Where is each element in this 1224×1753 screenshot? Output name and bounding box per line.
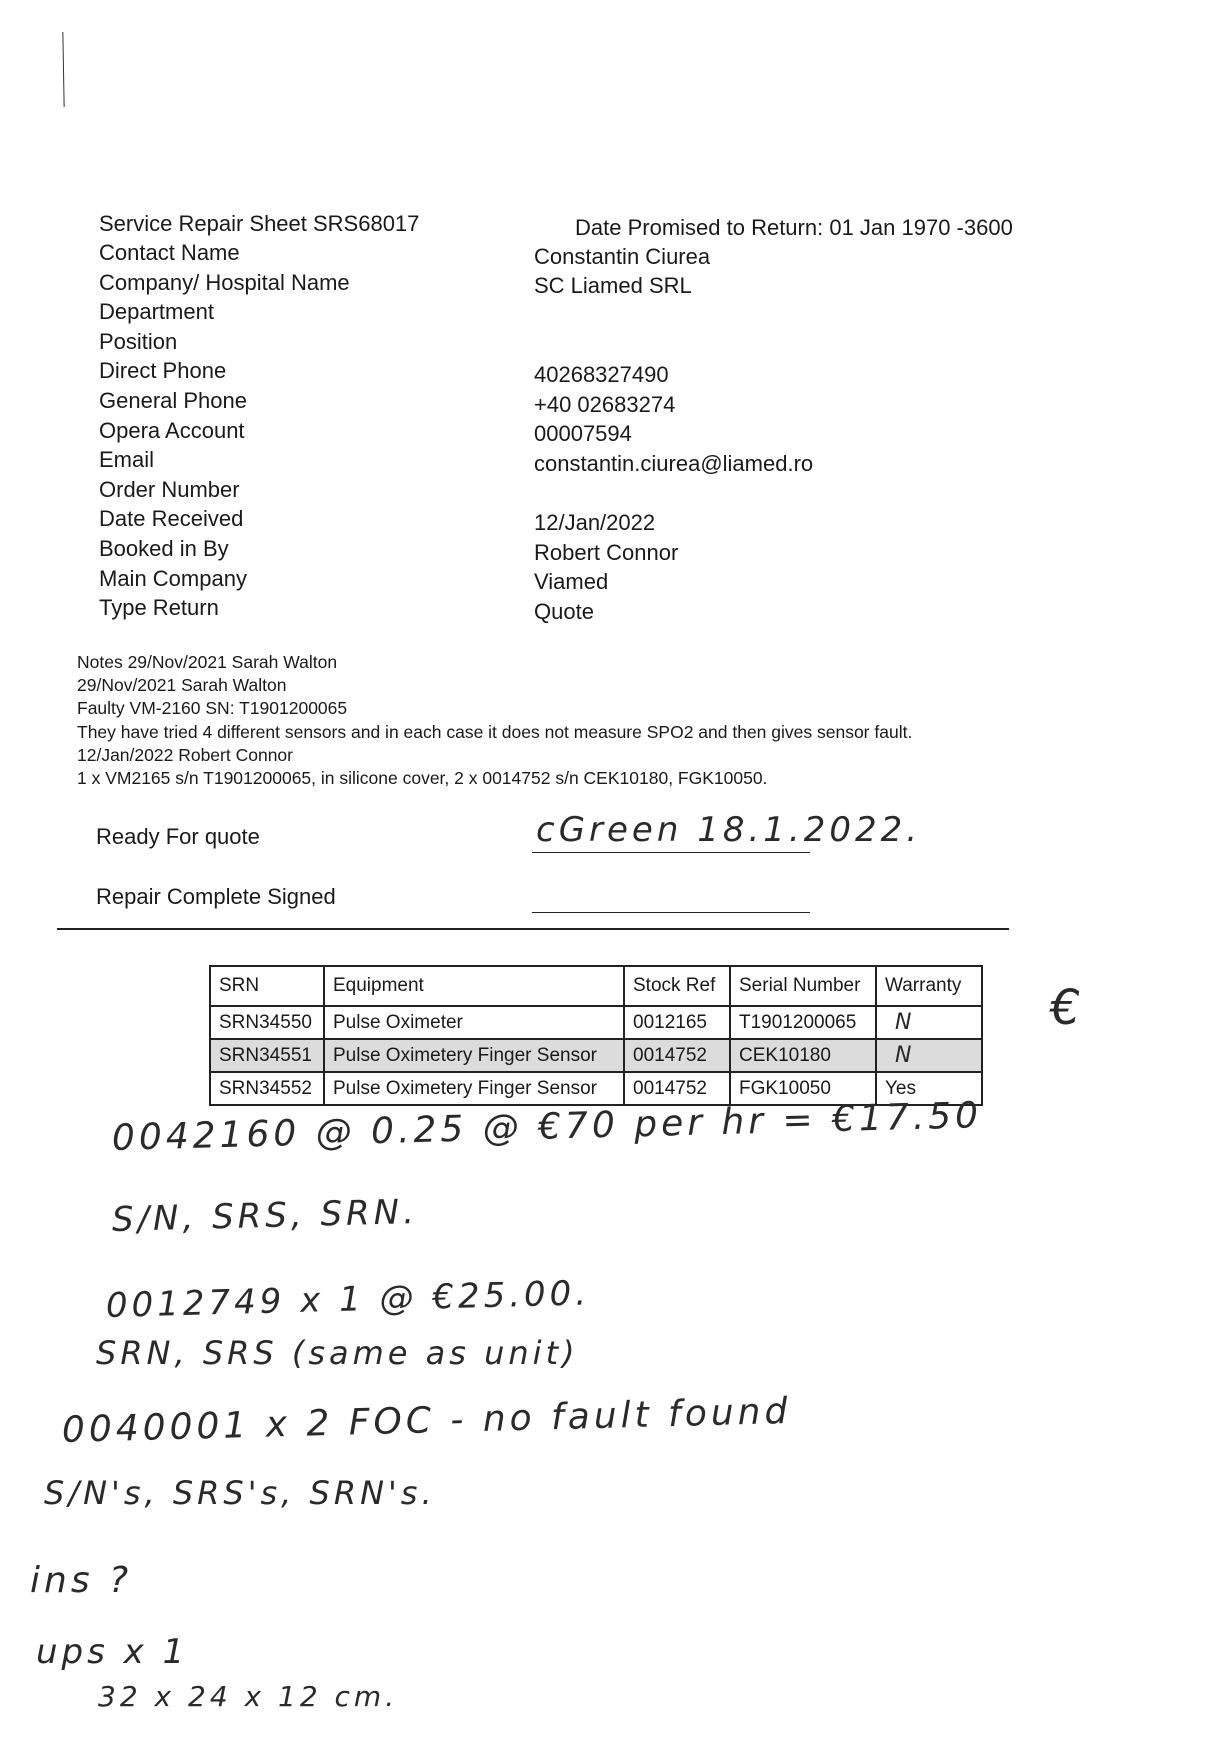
handwritten-note: S/N, SRS, SRN. — [111, 1191, 419, 1240]
field-label-booked-in-by: Booked in By — [99, 536, 229, 561]
field-label-general-phone: General Phone — [99, 388, 247, 413]
handwritten-note: 0042160 @ 0.25 @ €70 per hr = €17.50 — [111, 1095, 983, 1159]
field-label-main-company: Main Company — [99, 566, 247, 591]
field-label-department: Department — [99, 299, 214, 324]
cell-warranty: N — [876, 1006, 982, 1039]
cell-srn: SRN34550 — [210, 1006, 324, 1039]
field-value-company: SC Liamed SRL — [534, 273, 692, 298]
col-header-warranty: Warranty — [876, 966, 982, 1006]
handwritten-note: 0012749 x 1 @ €25.00. — [105, 1273, 591, 1326]
field-label-type-return: Type Return — [99, 595, 219, 620]
handwritten-note: S/N's, SRS's, SRN's. — [44, 1474, 436, 1512]
field-value-opera-account: 00007594 — [534, 421, 632, 446]
notes-line: Notes 29/Nov/2021 Sarah Walton — [77, 652, 338, 672]
margin-pen-mark — [62, 32, 64, 107]
section-divider — [57, 928, 1009, 930]
handwritten-note: 0040001 x 2 FOC - no fault found — [61, 1390, 792, 1451]
field-label-email: Email — [99, 447, 155, 472]
cell-equipment: Pulse Oximetery Finger Sensor — [324, 1072, 624, 1105]
handwritten-note: ups x 1 — [36, 1632, 189, 1672]
table-row — [210, 1006, 982, 1039]
field-label-opera-account: Opera Account — [99, 418, 245, 443]
col-header-stock-ref: Stock Ref — [624, 966, 730, 1006]
cell-stock-ref: 0014752 — [624, 1039, 730, 1072]
table-header-row — [210, 966, 982, 1006]
col-header-serial-number: Serial Number — [730, 966, 876, 1006]
cell-srn: SRN34551 — [210, 1039, 324, 1072]
handwritten-euro-mark: € — [1050, 980, 1085, 1036]
table-row — [210, 1039, 982, 1072]
notes-line: 1 x VM2165 s/n T1901200065, in silicone cover, 2 x 0014752 s/n CEK10180, FGK10050. — [77, 768, 768, 788]
field-label-date-received: Date Received — [99, 506, 244, 531]
field-label-company: Company/ Hospital Name — [99, 270, 350, 295]
cell-stock-ref: 0012165 — [624, 1006, 730, 1039]
handwritten-note: ins ? — [30, 1560, 133, 1601]
col-header-srn: SRN — [210, 966, 324, 1006]
cell-warranty: Yes — [876, 1072, 982, 1105]
handwritten-note: SRN, SRS (same as unit) — [96, 1334, 579, 1372]
repair-complete-signature-line — [532, 912, 810, 913]
field-value-type-return: Quote — [534, 599, 594, 624]
date-promised: Date Promised to Return: 01 Jan 1970 -3600 — [575, 215, 1013, 240]
field-label-position: Position — [99, 329, 178, 354]
field-value-contact-name: Constantin Ciurea — [534, 244, 711, 269]
field-label-contact-name: Contact Name — [99, 240, 240, 265]
handwritten-note: 32 x 24 x 12 cm. — [98, 1680, 399, 1713]
notes-line: 12/Jan/2022 Robert Connor — [77, 745, 293, 765]
cell-warranty: N — [876, 1039, 982, 1072]
field-value-booked-in-by: Robert Connor — [534, 540, 679, 565]
notes-line: 29/Nov/2021 Sarah Walton — [77, 675, 287, 695]
notes-line: They have tried 4 different sensors and in each case it does not measure SPO2 and then gives sensor fault. — [77, 722, 913, 742]
repair-complete-label: Repair Complete Signed — [96, 884, 336, 909]
cell-equipment: Pulse Oximetery Finger Sensor — [324, 1039, 624, 1072]
ready-for-quote-signature: cGreen 18.1.2022. — [536, 810, 922, 850]
cell-serial-number: T1901200065 — [730, 1006, 876, 1039]
cell-stock-ref: 0014752 — [624, 1072, 730, 1105]
cell-srn: SRN34552 — [210, 1072, 324, 1105]
field-label-direct-phone: Direct Phone — [99, 358, 227, 383]
sheet-title: Service Repair Sheet SRS68017 — [99, 211, 420, 236]
notes-line: Faulty VM-2160 SN: T1901200065 — [77, 698, 348, 718]
items-table — [209, 965, 983, 1106]
field-value-direct-phone: 40268327490 — [534, 362, 669, 387]
field-value-date-received: 12/Jan/2022 — [534, 510, 656, 535]
cell-serial-number: CEK10180 — [730, 1039, 876, 1072]
cell-equipment: Pulse Oximeter — [324, 1006, 624, 1039]
col-header-equipment: Equipment — [324, 966, 624, 1006]
cell-serial-number: FGK10050 — [730, 1072, 876, 1105]
ready-for-quote-label: Ready For quote — [96, 824, 260, 849]
ready-signature-line — [532, 852, 810, 853]
field-value-main-company: Viamed — [534, 569, 609, 594]
field-value-email: constantin.ciurea@liamed.ro — [534, 451, 814, 476]
field-value-general-phone: +40 02683274 — [534, 392, 676, 417]
field-label-order-number: Order Number — [99, 477, 240, 502]
